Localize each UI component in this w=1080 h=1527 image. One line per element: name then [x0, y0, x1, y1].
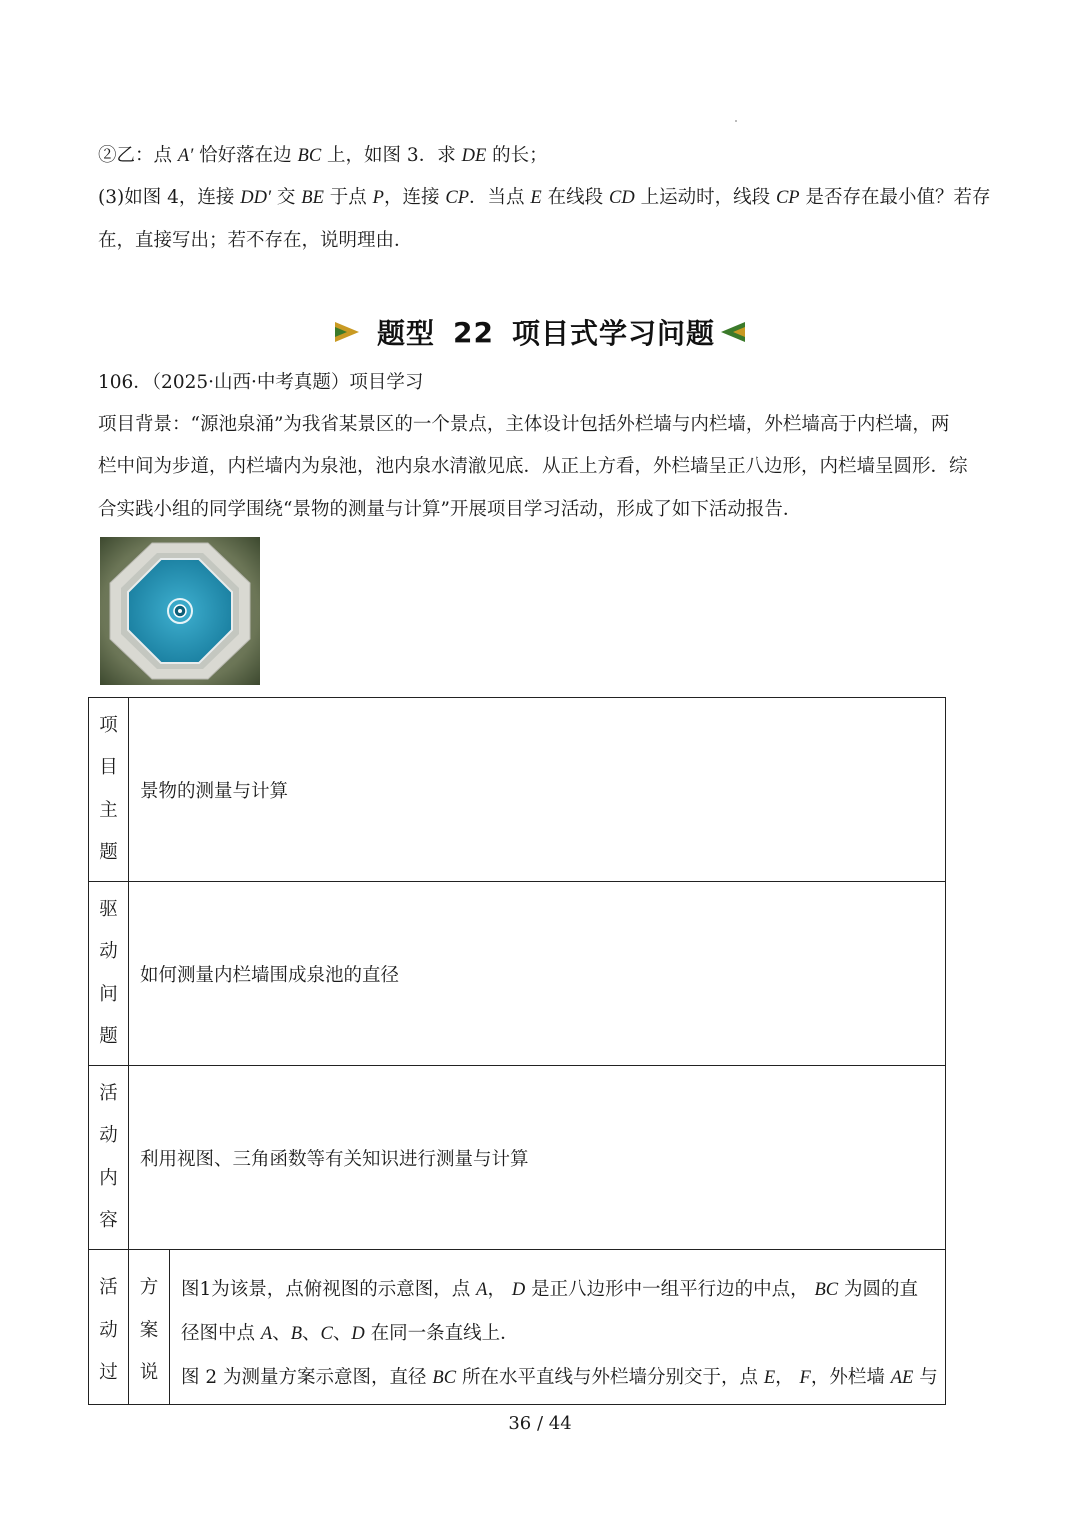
- row-label: 活 动 过: [89, 1250, 129, 1405]
- table-row: [89, 1250, 946, 1405]
- plan-line-2: 径图中点 A、B、C、D 在同一条直线上．: [181, 1323, 519, 1344]
- row-label: 项 目 主 题: [89, 698, 129, 882]
- page-number: 36 / 44: [508, 1413, 572, 1434]
- problem-header: 106．（2025·山西·中考真题）项目学习: [98, 372, 424, 393]
- heading-prefix: 题型: [377, 317, 436, 350]
- q-line-3: 在，直接写出；若不存在，说明理由．: [98, 230, 413, 251]
- fountain-aerial-photo: [100, 537, 260, 685]
- heading-title: 项目式学习问题: [511, 317, 715, 350]
- sub-label: 方 案 说: [129, 1250, 170, 1405]
- section-heading: [0, 312, 1080, 352]
- heading-number: 22: [453, 315, 494, 349]
- row-label: 活 动 内 容: [89, 1066, 129, 1250]
- right-arrow-icon: [335, 322, 359, 342]
- activity-report-table: [88, 697, 946, 1405]
- plan-line-3: 图 2 为测量方案示意图，直径 BC 所在水平直线与外栏墙分别交于，点 E， F，外栏墙 AE 与: [181, 1367, 938, 1388]
- problem-para-1: 项目背景：“源池泉涌”为我省某景区的一个景点，主体设计包括外栏墙与内栏墙，外栏墙高于内栏墙，两: [98, 414, 950, 435]
- q-line-2: (3)如图 4，连接 DD′ 交 BE 于点 P，连接 CP．当点 E 在线段 CD 上运动时，线段 CP 是否存在最小值？若存: [98, 187, 991, 208]
- row-content: 利用视图、三角函数等有关知识进行测量与计算: [129, 1066, 946, 1250]
- scan-dot: [735, 120, 737, 122]
- problem-para-3: 合实践小组的同学围绕“景物的测量与计算”开展项目学习活动，形成了如下活动报告．: [98, 499, 802, 520]
- table-row: [89, 698, 946, 882]
- problem-para-2: 栏中间为步道，内栏墙内为泉池，池内泉水清澈见底．从正上方看，外栏墙呈正八边形，内栏墙呈圆形．综: [98, 456, 968, 477]
- left-arrow-icon: [721, 322, 745, 342]
- plan-description: [170, 1250, 946, 1405]
- table-row: [89, 882, 946, 1066]
- row-label: 驱 动 问 题: [89, 882, 129, 1066]
- row-content: 如何测量内栏墙围成泉池的直径: [129, 882, 946, 1066]
- plan-line-1: 图1为该景，点俯视图的示意图，点 A， D 是正八边形中一组平行边的中点， BC 为圆的直: [181, 1279, 919, 1300]
- row-content: 景物的测量与计算: [129, 698, 946, 882]
- table-row: [89, 1066, 946, 1250]
- q-line-1: ②乙：点 A′ 恰好落在边 BC 上，如图 3．求 DE 的长；: [98, 145, 548, 166]
